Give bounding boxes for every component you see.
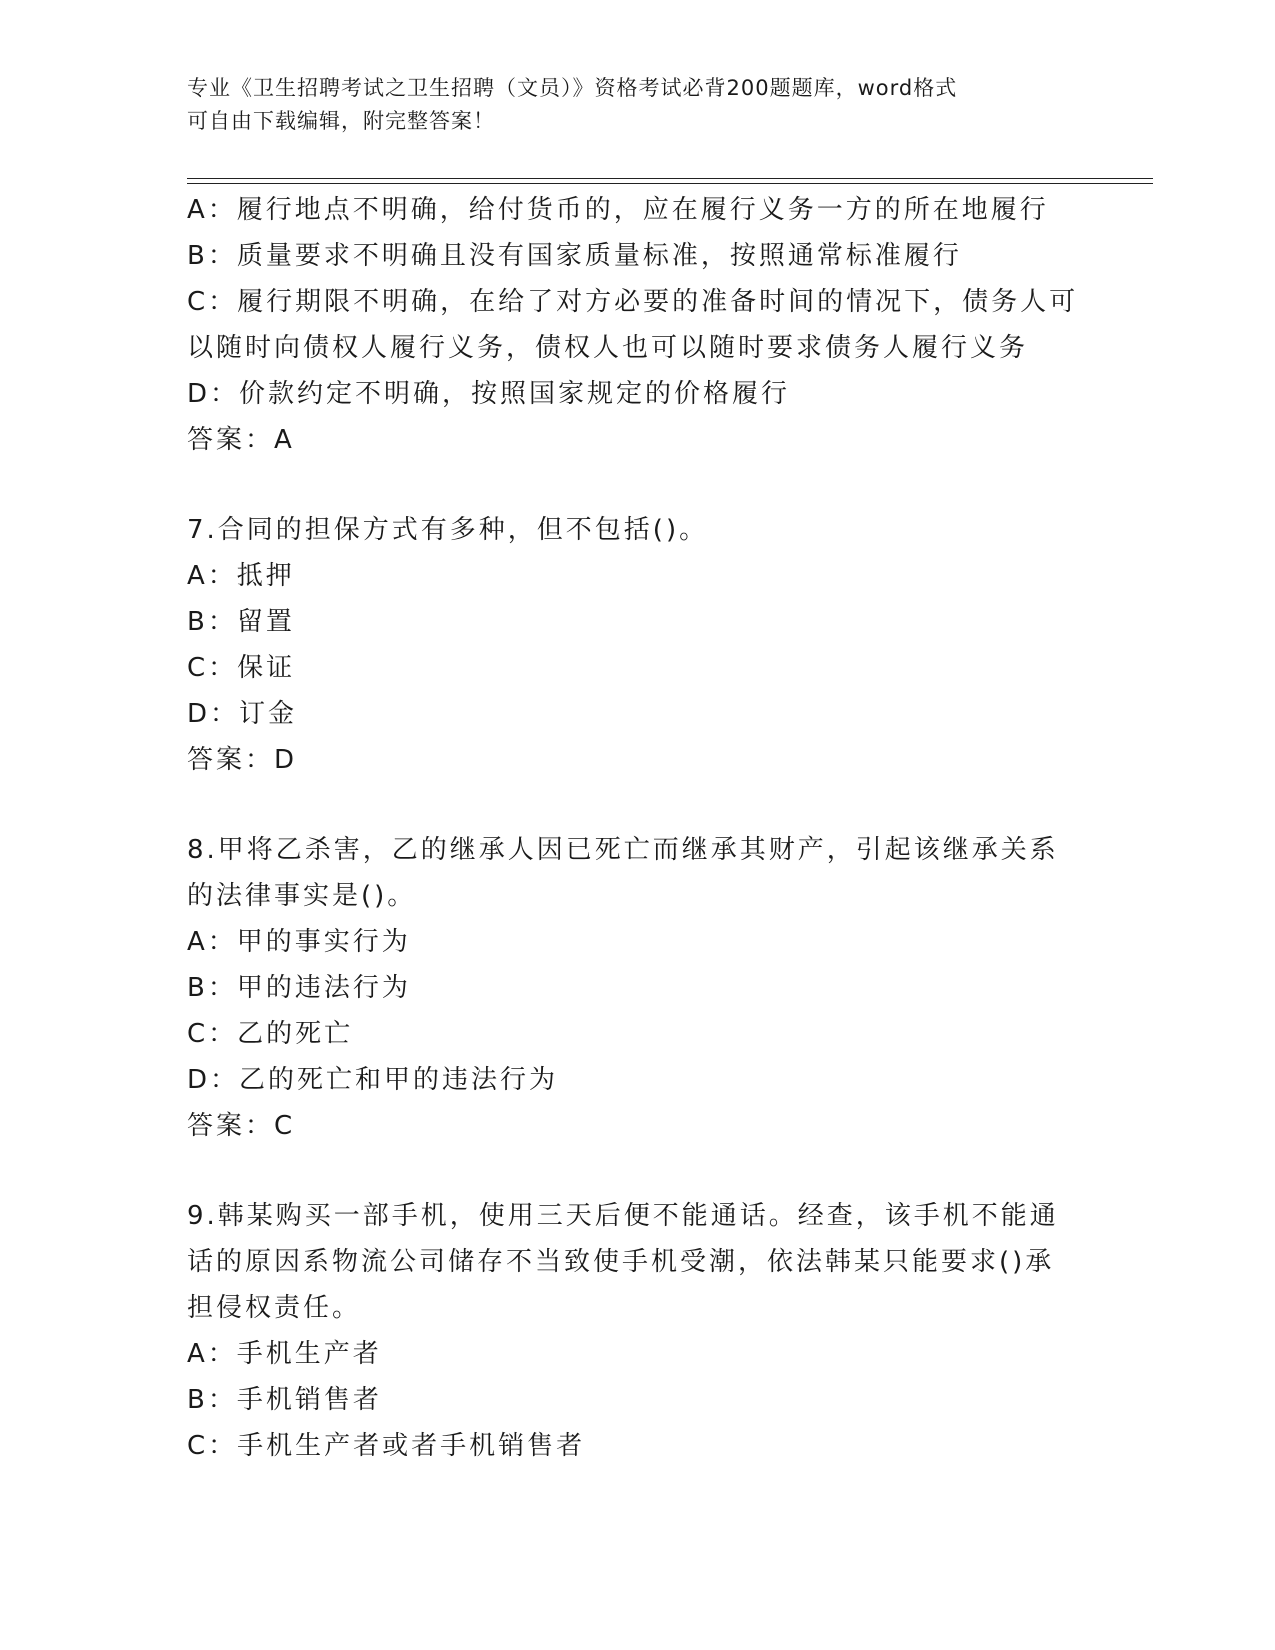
spacer [187, 1149, 1087, 1193]
option-b: B：留置 [187, 607, 295, 637]
spacer [187, 463, 1087, 507]
spacer [187, 783, 1087, 827]
question-9 [187, 1193, 1087, 1469]
answer: 答案：A [187, 425, 295, 455]
option-c: C：保证 [187, 653, 296, 683]
document-header [187, 72, 1077, 138]
question-stem-line-2: 的法律事实是()。 [187, 881, 417, 911]
question-7 [187, 507, 1087, 783]
option-c-line-2: 以随时向债权人履行义务，债权人也可以随时要求债务人履行义务 [187, 333, 1029, 363]
question-stem-line-1: 9.韩某购买一部手机，使用三天后便不能通话。经查，该手机不能通 [187, 1201, 1059, 1231]
header-divider-top [187, 178, 1153, 179]
header-divider-bottom [187, 183, 1153, 184]
header-title-line-2: 可自由下载编辑，附完整答案！ [187, 109, 495, 133]
option-d: D：价款约定不明确，按照国家规定的价格履行 [187, 379, 791, 409]
option-a: A：抵押 [187, 561, 295, 591]
question-stem: 7.合同的担保方式有多种，但不包括()。 [187, 515, 709, 545]
option-a: A：甲的事实行为 [187, 927, 411, 957]
option-a: A：履行地点不明确，给付货币的，应在履行义务一方的所在地履行 [187, 195, 1049, 225]
option-c: C：手机生产者或者手机销售者 [187, 1431, 586, 1461]
question-8 [187, 827, 1087, 1149]
option-d: D：订金 [187, 699, 298, 729]
option-b: B：手机销售者 [187, 1385, 382, 1415]
answer: 答案：D [187, 745, 298, 775]
header-title-line-1: 专业《卫生招聘考试之卫生招聘（文员）》资格考试必背200题题库，word格式 [187, 76, 958, 100]
option-b: B：质量要求不明确且没有国家质量标准，按照通常标准履行 [187, 241, 962, 271]
question-stem-line-3: 担侵权责任。 [187, 1293, 362, 1323]
option-a: A：手机生产者 [187, 1339, 382, 1369]
option-c: C：乙的死亡 [187, 1019, 354, 1049]
question-stem-line-1: 8.甲将乙杀害，乙的继承人因已死亡而继承其财产，引起该继承关系 [187, 835, 1059, 865]
answer: 答案：C [187, 1111, 296, 1141]
document-body [187, 187, 1087, 1469]
option-b: B：甲的违法行为 [187, 973, 411, 1003]
question-stem-line-2: 话的原因系物流公司储存不当致使手机受潮，依法韩某只能要求()承 [187, 1247, 1055, 1277]
option-d: D：乙的死亡和甲的违法行为 [187, 1065, 559, 1095]
option-c-line-1: C：履行期限不明确，在给了对方必要的准备时间的情况下，债务人可 [187, 287, 1079, 317]
question-6-tail [187, 187, 1087, 463]
